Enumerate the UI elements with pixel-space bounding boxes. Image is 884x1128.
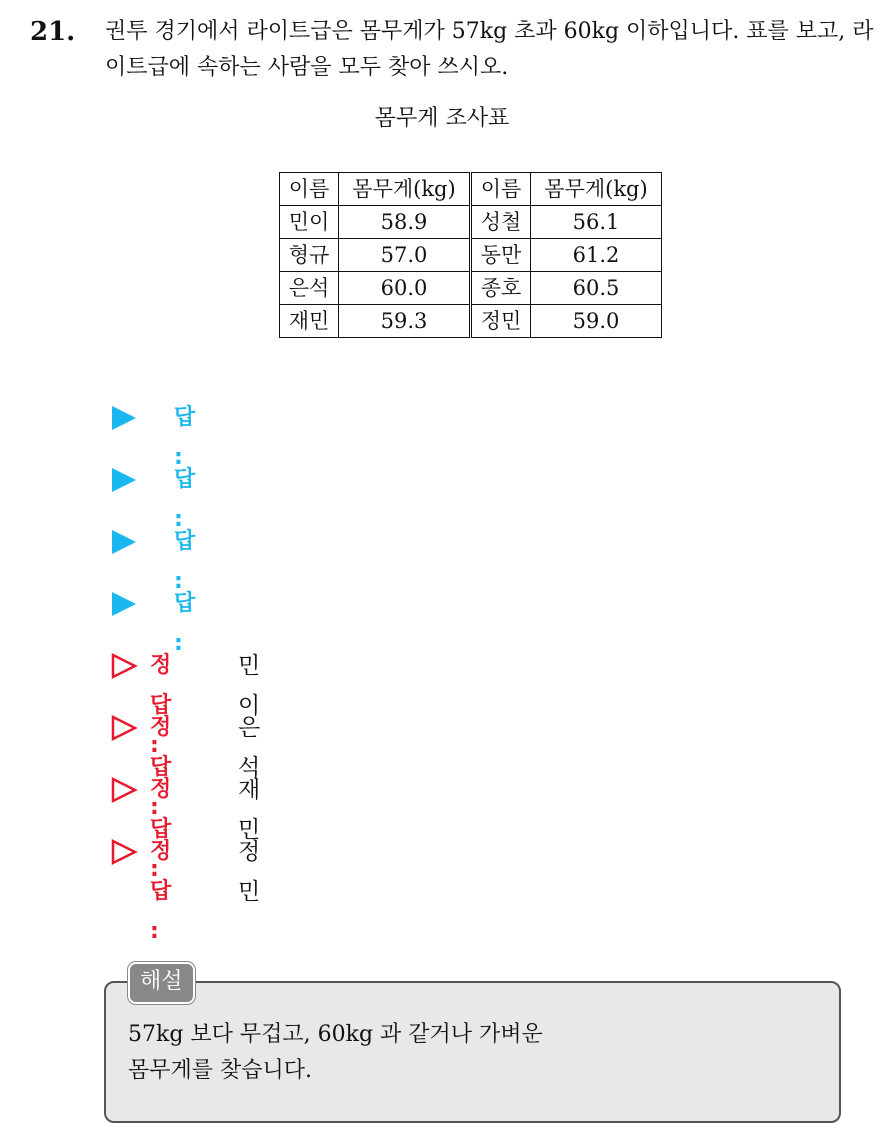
solution-label: 정답 : (150, 839, 172, 944)
answer-label: 답 : (174, 467, 196, 532)
explanation-box (104, 981, 841, 1123)
outline-triangle-icon (110, 776, 138, 804)
table-header-cell: 몸무게(kg) (531, 173, 662, 206)
table-cell: 59.3 (339, 305, 471, 338)
solution-value: 은석 (238, 715, 261, 781)
table-header-row (280, 173, 662, 206)
play-triangle-icon (112, 592, 136, 616)
table-cell: 정민 (471, 305, 531, 338)
table-cell: 성철 (471, 206, 531, 239)
weight-table (279, 172, 662, 338)
answer-label: 답 : (174, 529, 196, 594)
question-text: 권투 경기에서 라이트급은 몸무게가 57kg 초과 60kg 이하입니다. 표를 보고, 라이트급에 속하는 사람을 모두 찾아 쓰시오. (105, 19, 874, 80)
question-number: 21. (30, 17, 76, 47)
outline-triangle-icon (110, 838, 138, 866)
table-header-cell: 이름 (280, 173, 339, 206)
table-cell: 56.1 (531, 206, 662, 239)
solution-label: 정답 : (150, 715, 172, 820)
table-cell: 60.0 (339, 272, 471, 305)
table-title: 몸무게 조사표 (374, 106, 510, 131)
table-cell: 60.5 (531, 272, 662, 305)
solution-value: 정민 (238, 839, 261, 905)
table-row (280, 305, 662, 338)
table-header-cell: 몸무게(kg) (339, 173, 471, 206)
table-cell: 58.9 (339, 206, 471, 239)
solution-value: 재민 (238, 777, 261, 843)
table-cell: 형규 (280, 239, 339, 272)
answer-label: 답 : (174, 405, 196, 470)
answer-label: 답 : (174, 591, 196, 656)
table-cell: 동만 (471, 239, 531, 272)
table-header-cell: 이름 (471, 173, 531, 206)
table-cell: 57.0 (339, 239, 471, 272)
outline-triangle-icon (110, 714, 138, 742)
play-triangle-icon (112, 530, 136, 554)
solution-value: 민이 (238, 653, 261, 719)
table-cell: 59.0 (531, 305, 662, 338)
table-row (280, 206, 662, 239)
table-cell: 61.2 (531, 239, 662, 272)
play-triangle-icon (112, 406, 136, 430)
table-cell: 재민 (280, 305, 339, 338)
explanation-text: 57kg 보다 무겁고, 60kg 과 같거나 가벼운 몸무게를 찾습니다. (128, 1022, 543, 1083)
table-row (280, 272, 662, 305)
table-cell: 민이 (280, 206, 339, 239)
solution-label: 정답 : (150, 777, 172, 882)
table-cell: 종호 (471, 272, 531, 305)
outline-triangle-icon (110, 652, 138, 680)
play-triangle-icon (112, 468, 136, 492)
solution-label: 정답 : (150, 653, 172, 758)
explanation-tab: 해설 (128, 962, 195, 1004)
table-row (280, 239, 662, 272)
table-cell: 은석 (280, 272, 339, 305)
